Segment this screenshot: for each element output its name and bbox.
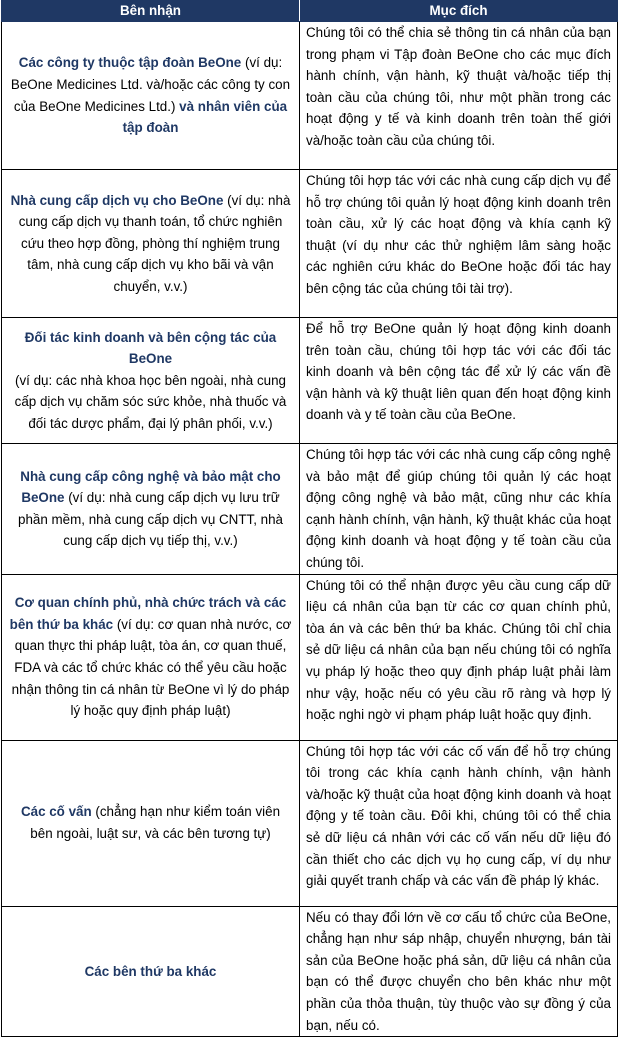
recipient-name: Đối tác kinh doanh và bên cộng tác của BeOne: [24, 329, 277, 367]
purpose-cell: Để hỗ trợ BeOne quản lý hoạt động kinh doanh trên toàn cầu, chúng tôi hợp tác với các đối tác kinh doanh và bên cộng tác để xử lý các vấn đề vận hành và kỹ thuật liên quan đến hoạt động kinh doanh và y tế toàn cầu của BeOne.: [300, 318, 618, 444]
recipient-examples: (ví dụ: nhà cung cấp dịch vụ lưu trữ phần mềm, nhà cung cấp dịch vụ CNTT, nhà cung cấp dịch vụ tiếp thị, v.v.): [18, 490, 283, 549]
purpose-cell: Chúng tôi hợp tác với các nhà cung cấp dịch vụ để hỗ trợ chúng tôi quản lý hoạt động kinh doanh trên toàn cầu, xử lý các hoạt động và khía cạnh kỹ thuật (ví dụ như các thử nghiệm lâm sàng hoặc các nghiên cứu khác do BeOne hoặc đối tác hay bên cộng tác của chúng tôi tài trợ).: [300, 170, 618, 318]
table-row: [2, 444, 618, 575]
recipients-table: [1, 0, 618, 1037]
recipient-name: Nhà cung cấp công nghệ và bảo mật cho BeOne: [20, 468, 281, 506]
recipient-name-extra: và nhân viên của tập đoàn: [122, 98, 288, 136]
recipient-examples: (ví dụ: nhà cung cấp dịch vụ thanh toán, tổ chức nghiên cứu theo hợp đồng, phòng thí nghiệm trung tâm, nhà cung cấp dịch vụ kho bãi và vận chuyển, v.v.): [18, 192, 291, 294]
table-row: [2, 906, 618, 1037]
header-recipient: Bên nhận: [2, 1, 300, 22]
table-row: [2, 740, 618, 906]
recipient-cell: [2, 444, 300, 575]
recipient-examples: (ví dụ: cơ quan nhà nước, cơ quan thực thi pháp luật, tòa án, cơ quan thuế, FDA và các tổ chức khác có thể yêu cầu hoặc nhận thông tin cá nhân từ BeOne vì lý do pháp lý hoặc quy định pháp luật): [11, 616, 292, 719]
recipient-name: Các bên thứ ba khác: [84, 963, 217, 979]
purpose-cell: Chúng tôi có thể chia sẻ thông tin cá nhân của bạn trong phạm vi Tập đoàn BeOne cho các mục đích hành chính, vận hành, kỹ thuật và/hoặc tiếp thị toàn cầu của chúng tôi, như một phần trong các hoạt động y tế và kinh doanh trên toàn thế giới và/hoặc toàn cầu của chúng tôi.: [300, 22, 618, 170]
purpose-cell: Chúng tôi hợp tác với các nhà cung cấp công nghệ và bảo mật để giúp chúng tôi quản lý các hoạt động công nghệ và bảo mật, cũng như các khía cạnh hành chính, vận hành, kỹ thuật khác của hoạt động kinh doanh và hoạt động y tế toàn cầu của chúng tôi.: [300, 444, 618, 575]
recipient-cell: [2, 740, 300, 906]
recipient-examples: (ví dụ: BeOne Medicines Ltd. và/hoặc các công ty con của BeOne Medicines Ltd.): [10, 55, 291, 114]
table-header-row: [2, 1, 618, 22]
table-row: [2, 574, 618, 740]
purpose-cell: Chúng tôi có thể nhận được yêu cầu cung cấp dữ liệu cá nhân của bạn từ các cơ quan chính phủ, tòa án và các bên thứ ba khác. Chúng tôi chỉ chia sẻ dữ liệu cá nhân của bạn nếu chúng tôi có nghĩa vụ pháp lý hoặc theo quy định pháp luật phải làm như vậy, hoặc nếu có yêu cầu rõ ràng và hợp lý hoặc nghi ngờ vi phạm pháp luật hoặc quy định.: [300, 574, 618, 740]
recipient-cell: [2, 22, 300, 170]
recipient-name: Các cố vấn: [20, 804, 92, 820]
recipient-name: Nhà cung cấp dịch vụ cho BeOne: [10, 192, 224, 208]
table-row: [2, 318, 618, 444]
recipient-cell: [2, 906, 300, 1037]
recipient-examples: (ví dụ: các nhà khoa học bên ngoài, nhà cung cấp dịch vụ chăm sóc sức khỏe, nhà thuốc và đối tác dược phẩm, đại lý phân phối, v.v.): [14, 372, 287, 431]
recipient-cell: [2, 574, 300, 740]
recipient-name: Các công ty thuộc tập đoàn BeOne: [18, 55, 242, 71]
recipient-examples: (chẳng hạn như kiểm toán viên bên ngoài, luật sư, và các bên tương tự): [30, 804, 281, 842]
recipient-name: Cơ quan chính phủ, nhà chức trách và các bên thứ ba khác: [9, 595, 287, 632]
table-row: [2, 170, 618, 318]
purpose-cell: Nếu có thay đổi lớn về cơ cấu tổ chức của BeOne, chẳng hạn như sáp nhập, chuyển nhượng, bán tài sản của BeOne hoặc phá sản, dữ liệu cá nhân của bạn có thể được chuyển cho bên khác như một phần của thỏa thuận, tùy thuộc vào sự đồng ý của bạn, nếu có.: [300, 906, 618, 1037]
purpose-cell: Chúng tôi hợp tác với các cố vấn để hỗ trợ chúng tôi trong các khía cạnh hành chính, vận hành và/hoặc kỹ thuật của hoạt động kinh doanh và hoạt động y tế toàn cầu. Đôi khi, chúng tôi có thể chia sẻ dữ liệu cá nhân với các cố vấn nếu dữ liệu đó cần thiết cho các dịch vụ họ cung cấp, ví dụ như giải quyết tranh chấp và các vấn đề pháp lý khác.: [300, 740, 618, 906]
recipient-cell: [2, 170, 300, 318]
table-row: [2, 22, 618, 170]
header-purpose: Mục đích: [300, 1, 618, 22]
recipient-cell: [2, 318, 300, 444]
